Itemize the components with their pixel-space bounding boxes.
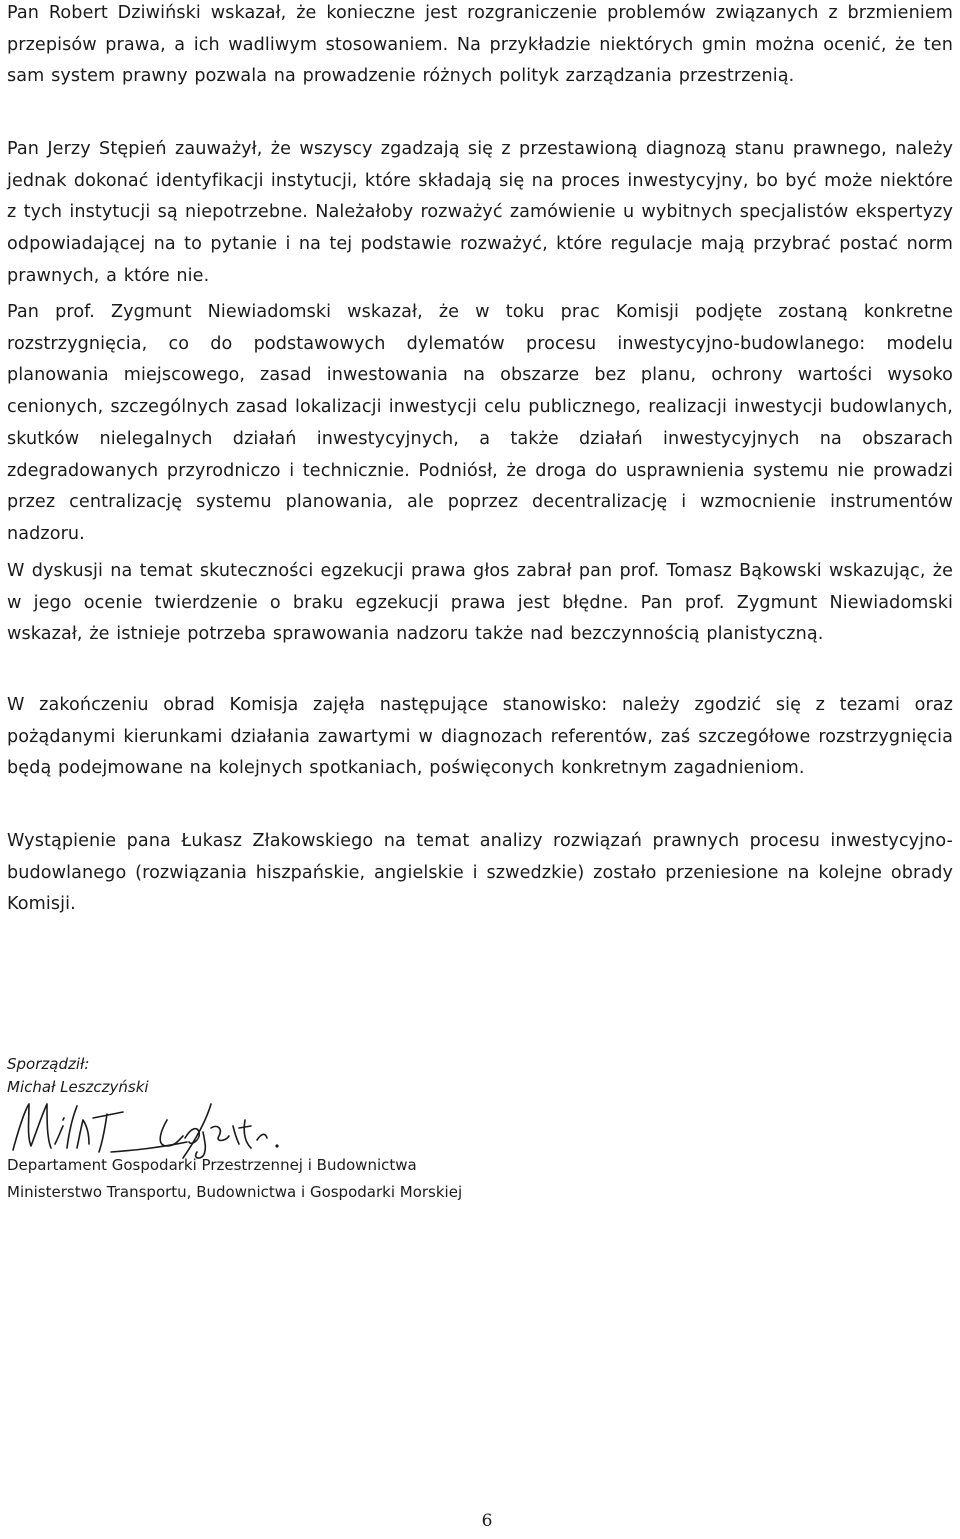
department-name: Departament Gospodarki Przestrzennej i Budownictwa (7, 1156, 417, 1174)
paragraph-stepien: Pan Jerzy Stępień zauważył, że wszyscy zgadzają się z przestawioną diagnozą stanu prawnego, należy jednak dokonać identyfikacji instytucji, które składają się na proces inwestycyjny, bo być może niektóre z tych instytucji są niepotrzebne. Należałoby rozważyć zamówienie u wybitnych specjalistów ekspertyzy odpowiadającej na to pytanie i na tej podstawie rozważyć, które regulacje mają przybrać postać norm prawnych, a które nie. (7, 139, 953, 286)
paragraph-niewiadomski: Pan prof. Zygmunt Niewiadomski wskazał, że w toku prac Komisji podjęte zostaną konkretne rozstrzygnięcia, co do podstawowych dylematów procesu inwestycyjno-budowlanego: modelu planowania miejscowego, zasad inwestowania na obszarze bez planu, ochrony wartości wysoko cenionych, szczególnych zasad lokalizacji inwestycji celu publicznego, realizacji inwestycji budowlanych, skutków nielegalnych działań inwestycyjnych, a także działań inwestycyjnych na obszarach zdegradowanych przyrodniczo i technicznie. Podniósł, że droga do usprawnienia systemu nie prowadzi przez centralizację systemu planowania, ale poprzez decentralizację i wzmocnienie instrumentów nadzoru. (7, 302, 953, 544)
paragraph-stanowisko: W zakończeniu obrad Komisja zajęła następujące stanowisko: należy zgodzić się z tezami oraz pożądanymi kierunkami działania zawartymi w diagnozach referentów, zaś szczegółowe rozstrzygnięcia będą podejmowane na kolejnych spotkaniach, poświęconych konkretnym zagadnieniom. (7, 695, 953, 779)
prepared-by-label: Sporządził: (7, 1055, 90, 1073)
paragraph-zlakowski: Wystąpienie pana Łukasz Złakowskiego na temat analizy rozwiązań prawnych procesu inwestycyjno-budowlanego (rozwiązania hiszpańskie, angielskie i szwedzkie) zostało przeniesione na kolejne obrady Komisji. (7, 831, 953, 915)
handwritten-signature (7, 1098, 347, 1160)
document-page (7, 0, 953, 1539)
signature-block (7, 1052, 607, 1212)
author-name: Michał Leszczyński (7, 1078, 149, 1096)
ministry-name: Ministerstwo Transportu, Budownictwa i Gospodarki Morskiej (7, 1183, 463, 1201)
page-number: 6 (481, 1511, 493, 1531)
paragraph-egzekucja: W dyskusji na temat skuteczności egzekucji prawa głos zabrał pan prof. Tomasz Bąkowski wskazując, że w jego ocenie twierdzenie o braku egzekucji prawa jest błędne. Pan prof. Zygmunt Niewiadomski wskazał, że istnieje potrzeba sprawowania nadzoru także nad bezczynnością planistyczną. (7, 561, 953, 645)
paragraph-dziwinski: Pan Robert Dziwiński wskazał, że konieczne jest rozgraniczenie problemów związanych z brzmieniem przepisów prawa, a ich wadliwym stosowaniem. Na przykładzie niektórych gmin można ocenić, że ten sam system prawny pozwala na prowadzenie różnych polityk zarządzania przestrzenią. (7, 3, 953, 87)
